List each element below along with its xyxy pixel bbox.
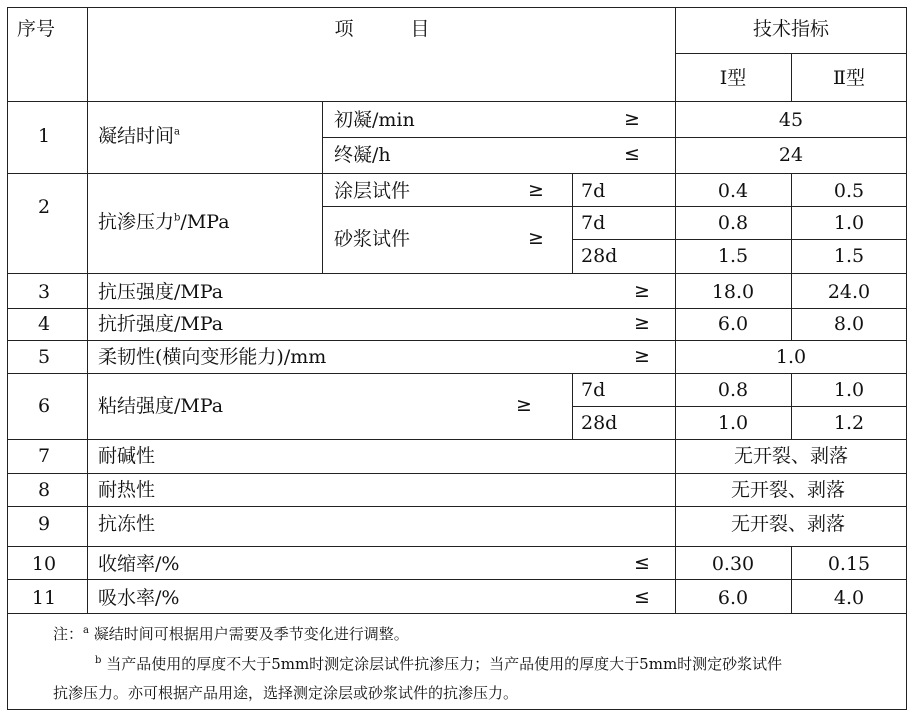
row2-no: 2 <box>37 196 51 218</box>
row2-mortar-7d-age: 7d <box>581 212 606 234</box>
row10-type2: 0.15 <box>827 553 871 575</box>
row1-name: 凝结时间$^a$ <box>98 125 180 147</box>
row2-coating-type2: 0.5 <box>833 180 865 202</box>
row2-mortar-28d-type2: 1.5 <box>833 245 865 267</box>
row11-no: 11 <box>31 587 57 609</box>
row5-no: 5 <box>37 346 51 368</box>
row7-no: 7 <box>37 445 51 467</box>
row2-mortar-7d-type1: 0.8 <box>717 212 749 234</box>
row2-coating-op: ≥ <box>528 179 544 201</box>
row6-7d-type2: 1.0 <box>833 379 865 401</box>
row10-op: ≤ <box>634 552 650 574</box>
row10-no: 10 <box>31 553 57 575</box>
row1-no: 1 <box>37 125 51 147</box>
row11-name: 吸水率/% <box>98 587 180 609</box>
row3-type2: 24.0 <box>827 281 871 303</box>
row4-type1: 6.0 <box>717 313 749 335</box>
header-tech: 技术指标 <box>752 18 830 40</box>
header-item: 项 目 <box>334 18 430 40</box>
row6-28d-type1: 1.0 <box>717 412 749 434</box>
row5-name: 柔韧性(横向变形能力)/mm <box>98 346 327 368</box>
row6-7d-type1: 0.8 <box>717 379 749 401</box>
row6-28d-age: 28d <box>581 412 618 434</box>
row6-7d-age: 7d <box>581 379 606 401</box>
row4-op: ≥ <box>634 312 650 334</box>
row4-no: 4 <box>37 313 51 335</box>
row6-28d-type2: 1.2 <box>833 412 865 434</box>
row2-coating-specimen: 涂层试件 <box>334 180 411 202</box>
row1-initial-op: ≥ <box>624 108 640 130</box>
row3-op: ≥ <box>634 280 650 302</box>
row11-type2: 4.0 <box>833 587 865 609</box>
row4-type2: 8.0 <box>833 313 865 335</box>
note-b: $^b$ 当产品使用的厚度不大于5mm时测定涂层试件抗渗压力；当产品使用的厚度大于5mm时测定砂浆试件 <box>95 655 783 673</box>
row10-type1: 0.30 <box>711 553 755 575</box>
row2-coating-type1: 0.4 <box>717 180 749 202</box>
row2-mortar-specimen: 砂浆试件 <box>334 228 411 250</box>
row9-name: 抗冻性 <box>98 513 156 535</box>
note-b-continued: 抗渗压力。亦可根据产品用途，选择测定涂层或砂浆试件的抗渗压力。 <box>53 684 519 702</box>
row2-mortar-op: ≥ <box>528 227 544 249</box>
row1-final-op: ≤ <box>624 143 640 165</box>
row2-mortar-28d-age: 28d <box>581 245 618 267</box>
row5-value: 1.0 <box>775 346 807 368</box>
row8-name: 耐热性 <box>98 479 156 501</box>
row11-op: ≤ <box>634 586 650 608</box>
header-type2: Ⅱ型 <box>833 67 865 89</box>
row3-no: 3 <box>37 281 51 303</box>
row2-coating-age: 7d <box>581 180 606 202</box>
header-type1: Ⅰ型 <box>719 67 747 89</box>
row11-type1: 6.0 <box>717 587 749 609</box>
row3-type1: 18.0 <box>711 281 755 303</box>
row6-op: ≥ <box>516 394 532 416</box>
row10-name: 收缩率/% <box>98 553 180 575</box>
header-seq: 序号 <box>17 18 56 40</box>
row8-value: 无开裂、剥落 <box>730 479 846 501</box>
row1-initial-set: 初凝/min <box>334 109 415 131</box>
row6-no: 6 <box>37 395 51 417</box>
row9-value: 无开裂、剥落 <box>730 513 846 535</box>
row2-mortar-28d-type1: 1.5 <box>717 245 749 267</box>
row7-name: 耐碱性 <box>98 445 156 467</box>
row5-op: ≥ <box>634 345 650 367</box>
row3-name: 抗压强度/MPa <box>98 281 224 303</box>
row8-no: 8 <box>37 479 51 501</box>
row9-no: 9 <box>37 513 51 535</box>
row7-value: 无开裂、剥落 <box>733 445 849 467</box>
row2-name: 抗渗压力$^b$/MPa <box>98 211 230 233</box>
row6-name: 粘结强度/MPa <box>98 395 224 417</box>
row4-name: 抗折强度/MPa <box>98 313 224 335</box>
note-a: 注：$^a$ 凝结时间可根据用户需要及季节变化进行调整。 <box>53 625 409 643</box>
row1-final-set: 终凝/h <box>334 144 391 166</box>
row1-initial-value: 45 <box>778 109 804 131</box>
row1-final-value: 24 <box>778 144 804 166</box>
row2-mortar-7d-type2: 1.0 <box>833 212 865 234</box>
